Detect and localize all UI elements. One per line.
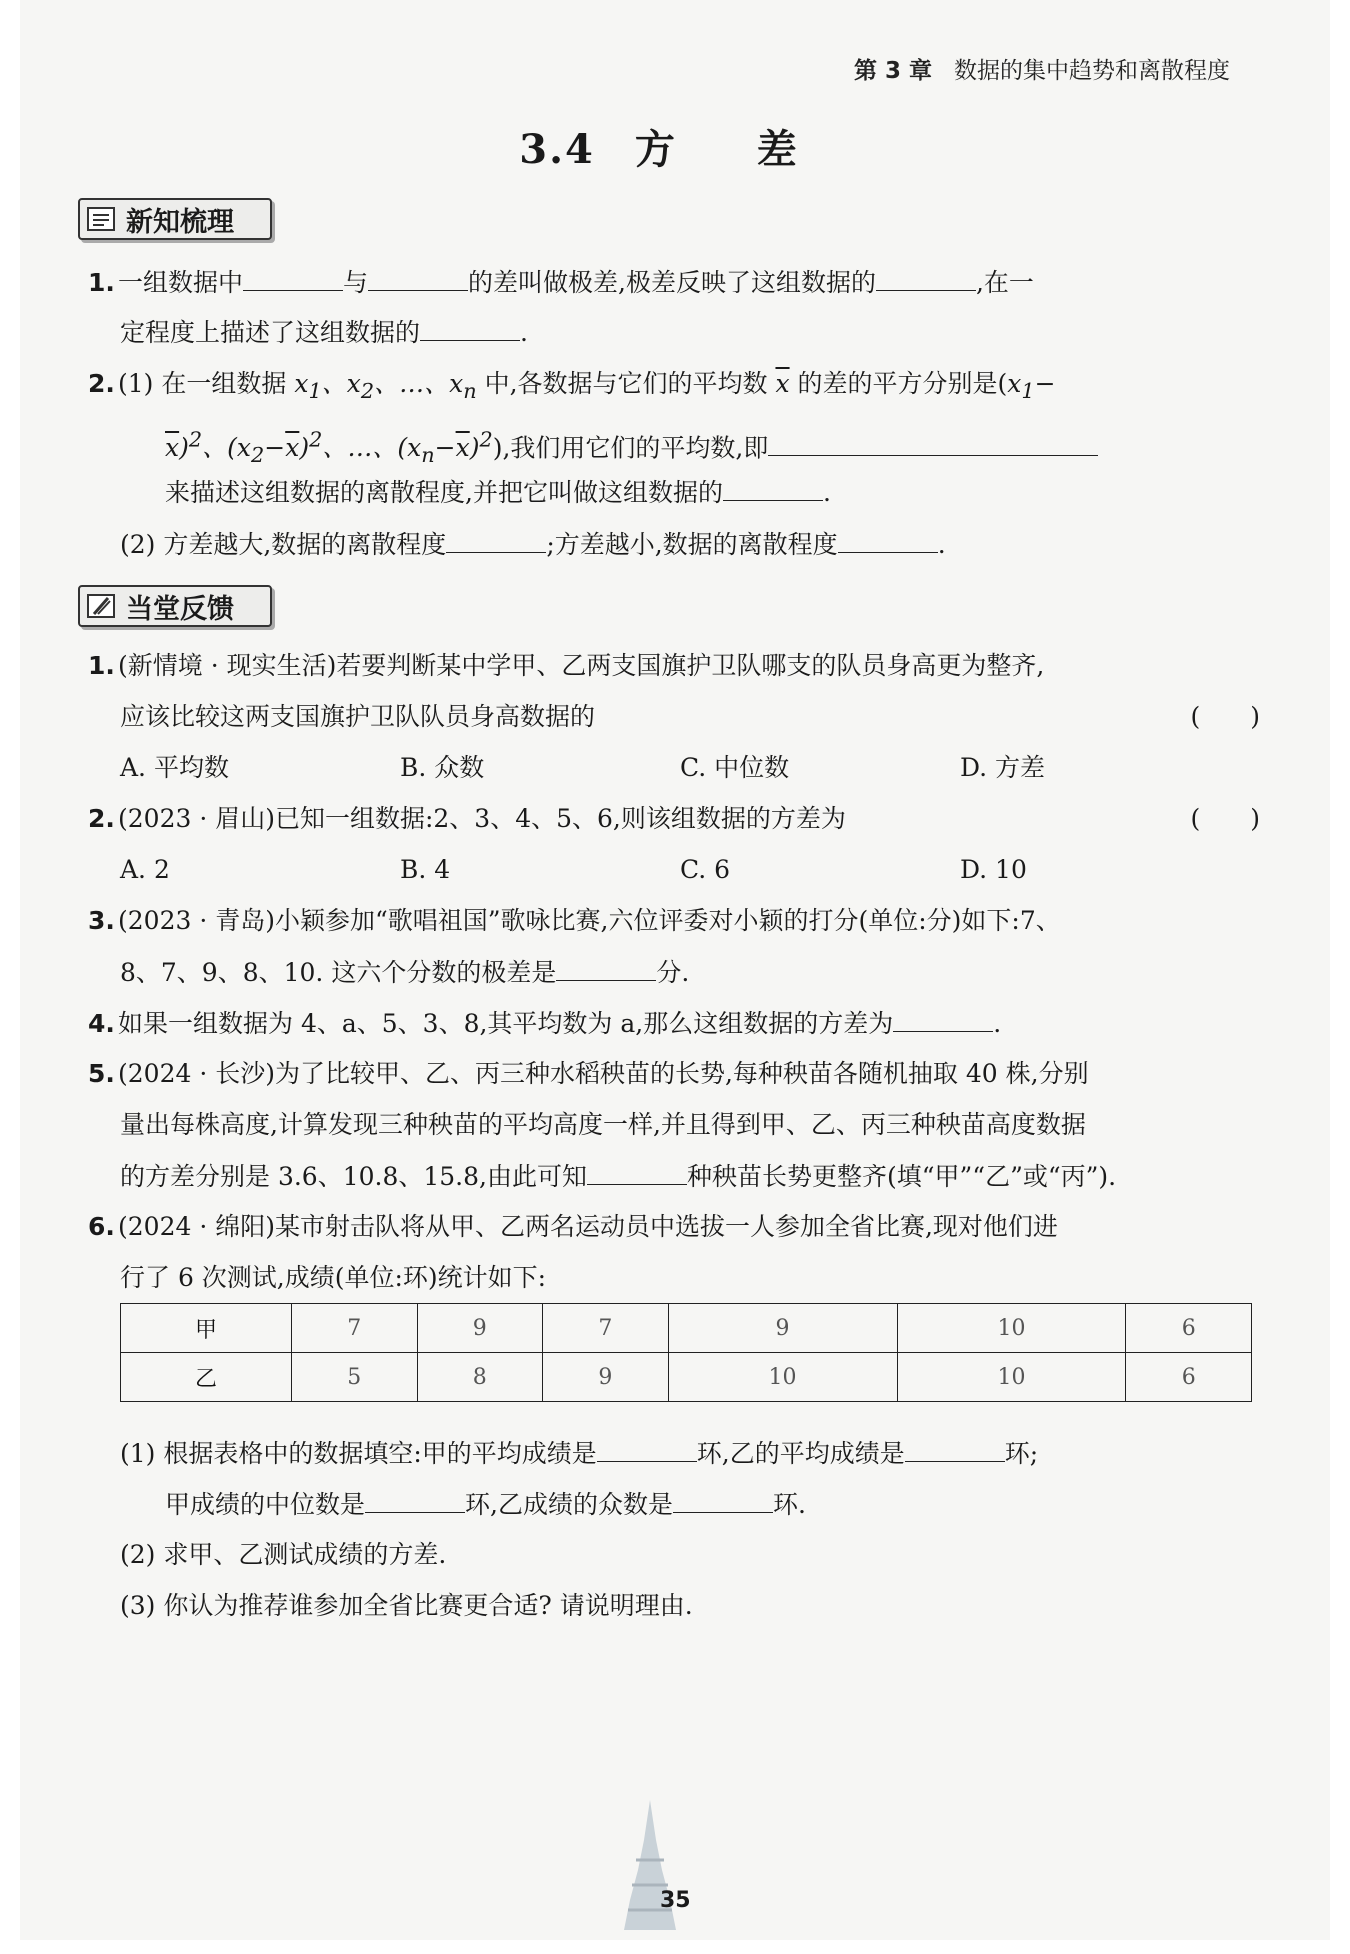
table-row — [121, 1353, 1252, 1402]
text: (2024 · 长沙)为了比较甲、乙、丙三种水稻秧苗的长势,每种秧苗各随机抽取 40 株,分别 — [118, 1059, 1089, 1088]
table-cell: 8 — [417, 1353, 543, 1402]
text: 8、7、9、8、10. 这六个分数的极差是 — [120, 958, 557, 987]
workbook-page — [20, 0, 1330, 1940]
text: (3) 你认为推荐谁参加全省比赛更合适? 请说明理由. — [120, 1591, 693, 1620]
text: (2) 方差越大,数据的离散程度 — [120, 530, 447, 559]
s1-q2-line4 — [120, 524, 1330, 565]
section-head-label: 新知梳理 — [126, 206, 234, 238]
table-cell: 9 — [417, 1304, 543, 1353]
s2-q6-part1-line1 — [120, 1433, 1330, 1474]
s2-q5-line2 — [120, 1105, 1330, 1145]
option-d[interactable]: D. 方差 — [960, 753, 1046, 782]
s1-q1-line1 — [88, 262, 1330, 303]
answer-blank[interactable] — [723, 472, 823, 501]
s2-q1-line1 — [88, 646, 1330, 686]
table-cell: 5 — [292, 1353, 418, 1402]
table-cell: 10 — [668, 1353, 897, 1402]
section-title — [20, 118, 1330, 175]
option-c[interactable]: C. 中位数 — [680, 753, 790, 782]
row-label: 乙 — [121, 1353, 292, 1402]
math-expression: $x_1-$ — [1007, 369, 1056, 403]
section-name: 方 差 — [634, 126, 831, 173]
table-row — [121, 1304, 1252, 1353]
chapter-title: 数据的集中趋势和离散程度 — [954, 58, 1230, 84]
text: 环,乙的平均成绩是 — [696, 1439, 905, 1468]
s1-q1-line2 — [120, 312, 1330, 353]
answer-blank[interactable] — [838, 524, 938, 553]
answer-blank[interactable] — [368, 262, 468, 291]
question-number: 6. — [88, 1212, 115, 1241]
math-expression: $x_1$、$x_2$、…、$x_n$ — [294, 369, 477, 403]
question-number: 5. — [88, 1059, 115, 1088]
answer-paren[interactable]: ( ) — [1190, 702, 1260, 731]
s2-q3-line1 — [88, 901, 1330, 941]
text: . — [520, 318, 528, 347]
answer-blank[interactable] — [905, 1433, 1005, 1462]
s1-q2-line3 — [165, 472, 1330, 513]
text: 分. — [656, 958, 690, 987]
table-cell: 7 — [543, 1304, 669, 1353]
text: (2023 · 眉山)已知一组数据:2、3、4、5、6,则该组数据的方差为 — [118, 804, 846, 833]
s2-q1-line2 — [120, 697, 1330, 737]
text: 来描述这组数据的离散程度,并把它叫做这组数据的 — [165, 478, 723, 507]
text: . — [937, 530, 946, 559]
answer-paren[interactable]: ( ) — [1190, 804, 1260, 833]
text: 的方差分别是 3.6、10.8、15.8,由此可知 — [120, 1162, 587, 1191]
table-cell: 6 — [1126, 1304, 1252, 1353]
text: 与 — [343, 268, 369, 297]
text: (新情境 · 现实生活)若要判断某中学甲、乙两支国旗护卫队哪支的队员身高更为整齐, — [118, 651, 1045, 680]
option-a[interactable]: A. 平均数 — [120, 753, 229, 782]
text: 甲成绩的中位数是 — [165, 1490, 366, 1519]
text: 应该比较这两支国旗护卫队队员身高数据的 — [120, 702, 596, 731]
row-label: 甲 — [121, 1304, 292, 1353]
text: ;方差越小,数据的离散程度 — [546, 530, 838, 559]
text: 环,乙成绩的众数是 — [465, 1490, 673, 1519]
option-b[interactable]: B. 众数 — [400, 753, 485, 782]
text: ),我们用它们的平均数,即 — [492, 433, 769, 463]
answer-blank[interactable] — [893, 1003, 993, 1032]
option-a[interactable]: A. 2 — [120, 855, 170, 884]
question-number: 2. — [88, 804, 115, 833]
text: 一组数据中 — [118, 268, 244, 297]
text: (1) 根据表格中的数据填空:甲的平均成绩是 — [120, 1439, 597, 1468]
question-number: 4. — [88, 1009, 115, 1038]
answer-blank[interactable] — [876, 262, 976, 291]
text: 环; — [1004, 1439, 1039, 1468]
chapter-number: 第 3 章 — [853, 58, 932, 84]
option-b[interactable]: B. 4 — [400, 855, 451, 884]
answer-blank[interactable] — [673, 1484, 773, 1513]
text: 的差叫做极差,极差反映了这组数据的 — [468, 268, 876, 297]
question-number: 2. — [88, 369, 115, 398]
text: (2023 · 青岛)小颖参加“歌唱祖国”歌咏比赛,六位评委对小颖的打分(单位:分)如下:7、 — [118, 906, 1061, 935]
s2-q5-line3 — [120, 1156, 1330, 1197]
s2-q6-line2 — [120, 1258, 1330, 1298]
s2-q6-line1 — [88, 1207, 1330, 1247]
s2-q6-part1-line2 — [165, 1484, 1330, 1525]
question-number: 3. — [88, 906, 115, 935]
answer-blank[interactable] — [597, 1433, 697, 1462]
s2-q6-part3 — [120, 1586, 1330, 1626]
table-cell: 9 — [668, 1304, 897, 1353]
answer-blank[interactable] — [365, 1484, 465, 1513]
section-head-label: 当堂反馈 — [126, 593, 234, 625]
text: (2024 · 绵阳)某市射击队将从甲、乙两名运动员中选拔一人参加全省比赛,现对他们进 — [118, 1212, 1058, 1241]
chapter-header — [854, 52, 1230, 85]
answer-blank[interactable] — [587, 1156, 687, 1185]
text: (2) 求甲、乙测试成绩的方差. — [120, 1540, 447, 1569]
text: (1) 在一组数据 — [118, 369, 287, 398]
text: 行了 6 次测试,成绩(单位:环)统计如下: — [120, 1263, 547, 1292]
s2-q2-line1 — [88, 799, 1330, 839]
scores-table — [120, 1303, 1252, 1402]
text: 的差的平方分别是( — [797, 369, 1008, 398]
table-cell: 6 — [1126, 1353, 1252, 1402]
section-head-feedback — [78, 585, 272, 627]
s2-q3-line2 — [120, 952, 1330, 993]
text: 种秧苗长势更整齐(填“甲”“乙”或“丙”). — [686, 1162, 1117, 1191]
option-c[interactable]: C. 6 — [680, 855, 731, 884]
table-cell: 10 — [897, 1304, 1126, 1353]
pagoda-illustration — [610, 1800, 690, 1934]
answer-blank[interactable] — [446, 524, 546, 553]
text: ,在一 — [975, 268, 1034, 297]
table-cell: 10 — [897, 1353, 1126, 1402]
notebook-icon — [86, 205, 118, 233]
s1-q2-line2 — [165, 420, 1330, 475]
text: . — [822, 478, 831, 507]
section-head-new-knowledge — [78, 198, 272, 240]
s1-q2-line1 — [88, 364, 1330, 411]
table-cell: 7 — [292, 1304, 418, 1353]
s2-q6-part2 — [120, 1535, 1330, 1575]
s2-q5-line1 — [88, 1054, 1330, 1094]
math-mean: $\overline{x}$ — [775, 369, 790, 398]
text: 环. — [772, 1490, 806, 1519]
text: 如果一组数据为 4、a、5、3、8,其平均数为 a,那么这组数据的方差为 — [118, 1009, 894, 1038]
pencil-icon — [86, 592, 118, 620]
table-cell: 9 — [543, 1353, 669, 1402]
text: . — [993, 1009, 1002, 1038]
question-number: 1. — [88, 268, 115, 297]
answer-blank[interactable] — [556, 952, 656, 981]
text: 中,各数据与它们的平均数 — [484, 369, 768, 398]
text: 量出每株高度,计算发现三种秧苗的平均高度一样,并且得到甲、乙、丙三种秧苗高度数据 — [120, 1110, 1086, 1139]
question-number: 1. — [88, 651, 115, 680]
section-number: 3.4 — [519, 126, 595, 173]
answer-blank[interactable] — [243, 262, 343, 291]
answer-blank[interactable] — [420, 312, 520, 341]
s2-q4-line1 — [88, 1003, 1330, 1044]
answer-blank[interactable] — [768, 427, 1098, 456]
page-number: 35 — [660, 1888, 691, 1913]
option-d[interactable]: D. 10 — [960, 855, 1027, 884]
math-expression: $\overline{x})^2$、$(x_2-\overline{x})^2$、…、$(x_n-\overline{x})^2$ — [165, 428, 493, 468]
text: 定程度上描述了这组数据的 — [120, 318, 421, 347]
